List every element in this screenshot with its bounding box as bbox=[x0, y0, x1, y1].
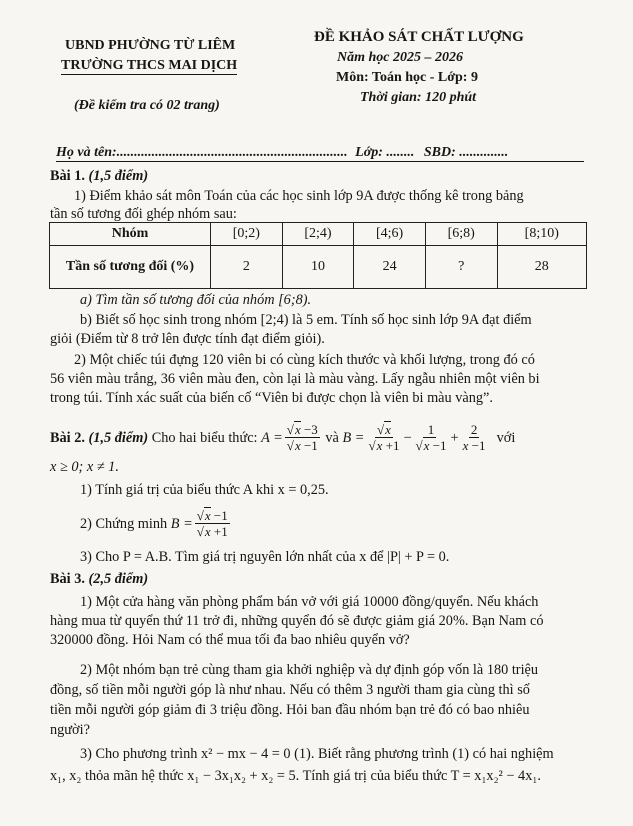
school-line-1: UBND PHƯỜNG TỪ LIÊM bbox=[65, 38, 236, 53]
name-dots: .................................................................. bbox=[116, 145, 348, 160]
bai1-question-b-line2: giỏi (Điểm từ 8 trở lên được tính đạt điểm giỏi). bbox=[50, 331, 325, 347]
expr-b: B = bbox=[342, 429, 365, 446]
bai3-p2-line2: đồng, số tiền mỗi người góp là như nhau. Nếu có thêm 3 người tham gia cùng thì số bbox=[50, 682, 530, 698]
bai1-question-a: a) Tìm tần số tương đối của nhóm [6;8). bbox=[80, 292, 312, 308]
bai3-p1-line1: 1) Một cửa hàng văn phòng phẩm bán vở với giá 10000 đồng/quyển. Nếu khách bbox=[80, 594, 539, 610]
exam-title: ĐỀ KHẢO SÁT CHẤT LƯỢNG bbox=[314, 29, 524, 45]
expr-b-result: $\frac{√x -1}{√x +1}$ bbox=[196, 508, 228, 539]
table-header-row bbox=[50, 223, 587, 246]
table-group: [6;8) bbox=[425, 223, 497, 246]
expr-b-term3: $\frac{2}{x -1}$ bbox=[462, 422, 486, 453]
table-value: 28 bbox=[497, 246, 586, 289]
table-value: 2 bbox=[211, 246, 283, 289]
bai1-question-b-line1: b) Biết số học sinh trong nhóm [2;4) là 5 em. Tính số học sinh lớp 9A đạt điểm bbox=[80, 312, 532, 328]
expr-a: A = bbox=[261, 429, 283, 446]
sbd-label: SBD: bbox=[423, 145, 456, 160]
table-row-label: Tần số tương đối (%) bbox=[50, 246, 211, 289]
bai3-p2-line3: tiền mỗi người góp giảm đi 3 triệu đồng. Hỏi ban đầu nhóm bạn trẻ đó có bao nhiêu bbox=[50, 702, 530, 718]
pages-note: (Đề kiểm tra có 02 trang) bbox=[74, 98, 220, 113]
bai1-p2-line2: 56 viên màu trắng, 36 viên màu đen, còn lại là màu vàng. Lấy ngẫu nhiên một viên bi bbox=[50, 371, 540, 387]
frequency-table bbox=[49, 222, 587, 289]
bai3-p3-line2: x₁, x₂ thỏa mãn hệ thức x₁ − 3x₁x₂ + x₂ = 5. Tính giá trị của biểu thức T = x₁x₂² − 4x₁. bbox=[50, 768, 541, 784]
table-group: [0;2) bbox=[211, 223, 283, 246]
school-line-2: TRƯỜNG THCS MAI DỊCH bbox=[61, 58, 238, 73]
bai2-condition: x ≥ 0; x ≠ 1. bbox=[50, 459, 119, 475]
bai3-heading: Bài 3. (2,5 điểm) bbox=[50, 571, 149, 587]
bai1-p1-line2: tần số tương đối ghép nhóm sau: bbox=[50, 206, 237, 222]
table-value: ? bbox=[425, 246, 497, 289]
duration: Thời gian: 120 phút bbox=[360, 90, 477, 105]
bai3-p2-line4: người? bbox=[50, 722, 90, 738]
expr-b-term1: $\frac{√x}{√x +1}$ bbox=[368, 422, 400, 453]
table-value: 24 bbox=[354, 246, 426, 289]
bai3-p3-line1: 3) Cho phương trình x² − mx − 4 = 0 (1). Biết rằng phương trình (1) có hai nghiệm bbox=[80, 746, 554, 762]
bai1-p2-line1: 2) Một chiếc túi đựng 120 viên bi có cùng kích thước và khối lượng, trong đó có bbox=[74, 352, 535, 368]
bai3-p2-line1: 2) Một nhóm bạn trẻ cùng tham gia khởi nghiệp và dự định góp vốn là 180 triệu bbox=[80, 662, 539, 678]
bai1-p1-line1: 1) Điểm khảo sát môn Toán của các học sinh lớp 9A được thống kê trong bảng bbox=[74, 188, 524, 204]
bai2-q2: 2) Chứng minh B = $\frac{√x -1}{√x +1}$ bbox=[80, 508, 228, 539]
expr-a-fraction: $\frac{√x -3}{√x -1}$ bbox=[286, 422, 318, 453]
bai2-statement: Bài 2. (1,5 điểm) Cho hai biểu thức: A = $\frac{√x -3}{√x -1}$ và B = $\frac{√x}{√x +1}$ − $\frac{1}{√x -1}$ + $\frac{2}{x -1}$ với bbox=[50, 422, 516, 453]
subject: Môn: Toán học - Lớp: 9 bbox=[336, 70, 478, 85]
bai2-q3: 3) Cho P = A.B. Tìm giá trị nguyên lớn nhất của x để |P| + P = 0. bbox=[80, 549, 450, 565]
table-group: [2;4) bbox=[282, 223, 354, 246]
table-value: 10 bbox=[282, 246, 354, 289]
table-header-label: Nhóm bbox=[50, 223, 211, 246]
table-group: [8;10) bbox=[497, 223, 586, 246]
student-info-line bbox=[56, 145, 584, 162]
sbd-dots: .............. bbox=[459, 145, 509, 160]
bai3-p1-line3: 320000 đồng. Hỏi Nam có thể mua tối đa bao nhiêu quyển vở? bbox=[50, 632, 410, 648]
bai1-p2-line3: trong túi. Tính xác suất của biến cố “Viên bi được chọn là viên bi màu vàng”. bbox=[50, 390, 493, 406]
bai3-p1-line2: hàng mua từ quyển thứ 11 trở đi, những quyển đó sẽ được giảm giá 20%. Bạn Nam có bbox=[50, 613, 544, 629]
bai1-heading: Bài 1. (1,5 điểm) bbox=[50, 168, 149, 184]
table-value-row bbox=[50, 246, 587, 289]
class-label: Lớp: bbox=[355, 145, 383, 160]
school-year: Năm học 2025 – 2026 bbox=[337, 50, 463, 65]
bai2-q1: 1) Tính giá trị của biểu thức A khi x = 0,25. bbox=[80, 482, 329, 498]
table-group: [4;6) bbox=[354, 223, 426, 246]
class-dots: ........ bbox=[386, 145, 415, 160]
name-label: Họ và tên: bbox=[56, 145, 117, 160]
expr-b-term2: $\frac{1}{√x -1}$ bbox=[415, 422, 447, 453]
